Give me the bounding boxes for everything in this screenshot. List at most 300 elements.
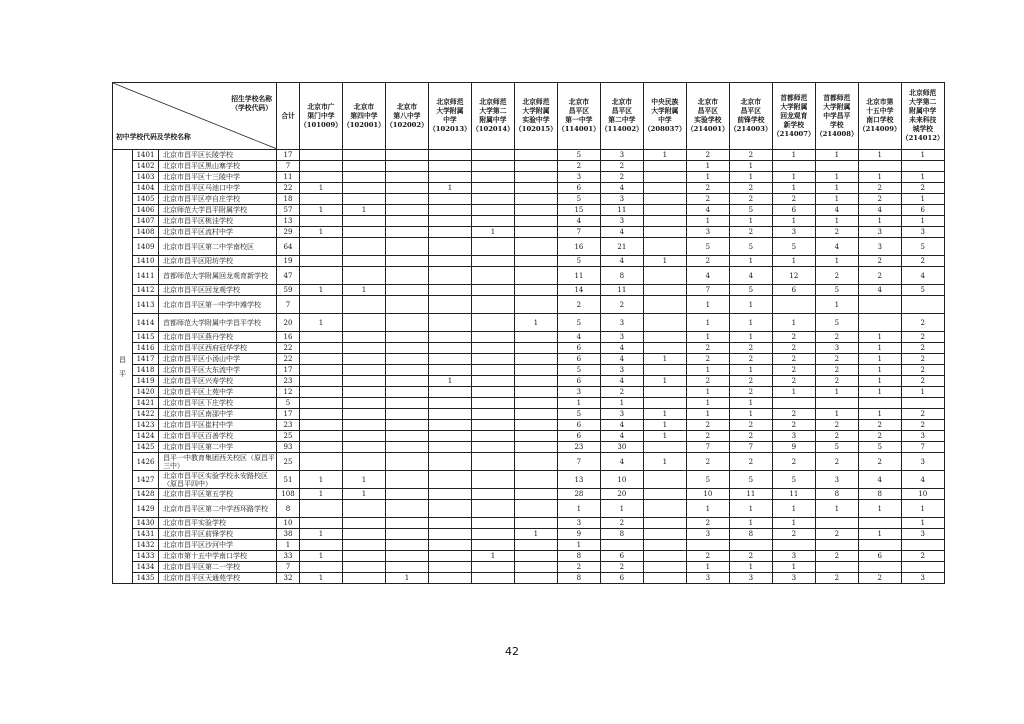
quota-cell xyxy=(342,409,385,420)
quota-cell: 1 xyxy=(686,398,729,409)
quota-cell xyxy=(600,540,643,551)
school-header: 北京师范 大学附属 实验中学 （102015） xyxy=(514,83,557,150)
quota-cell: 2 xyxy=(557,161,600,172)
quota-cell: 2 xyxy=(600,172,643,183)
school-code-cell: 1416 xyxy=(133,343,159,354)
quota-cell: 3 xyxy=(600,150,643,161)
quota-cell: 3 xyxy=(600,194,643,205)
quota-cell: 2 xyxy=(858,256,901,267)
quota-cell: 10 xyxy=(901,489,944,500)
quota-cell: 4 xyxy=(600,256,643,267)
quota-cell: 3 xyxy=(557,172,600,183)
quota-cell: 1 xyxy=(729,562,772,573)
quota-cell: 1 xyxy=(729,365,772,376)
quota-cell xyxy=(514,562,557,573)
quota-cell: 1 xyxy=(815,256,858,267)
quota-cell: 4 xyxy=(901,267,944,285)
total-cell: 38 xyxy=(277,529,300,540)
table-row xyxy=(113,540,945,551)
quota-cell: 5 xyxy=(686,238,729,256)
quota-cell: 1 xyxy=(815,216,858,227)
quota-cell xyxy=(514,161,557,172)
total-cell: 25 xyxy=(277,453,300,471)
quota-cell xyxy=(342,332,385,343)
quota-cell xyxy=(643,387,686,398)
quota-cell xyxy=(342,256,385,267)
quota-cell xyxy=(385,540,428,551)
quota-cell: 5 xyxy=(729,285,772,296)
quota-cell xyxy=(514,172,557,183)
quota-cell: 1 xyxy=(643,453,686,471)
quota-cell: 2 xyxy=(901,343,944,354)
school-code-cell: 1407 xyxy=(133,216,159,227)
quota-cell: 2 xyxy=(600,161,643,172)
school-code-cell: 1411 xyxy=(133,267,159,285)
quota-cell: 1 xyxy=(901,387,944,398)
quota-cell: 1 xyxy=(643,409,686,420)
quota-cell: 3 xyxy=(557,387,600,398)
quota-cell: 2 xyxy=(901,183,944,194)
school-code-cell: 1421 xyxy=(133,398,159,409)
school-name-cell: 北京市昌平区南邵中学 xyxy=(159,409,277,420)
school-name-cell: 北京市昌平实验学校 xyxy=(159,518,277,529)
quota-cell: 6 xyxy=(901,205,944,216)
quota-cell: 2 xyxy=(600,387,643,398)
total-cell: 13 xyxy=(277,216,300,227)
table-header-row xyxy=(113,83,945,150)
total-cell: 17 xyxy=(277,365,300,376)
quota-cell xyxy=(514,376,557,387)
quota-cell xyxy=(514,267,557,285)
quota-cell xyxy=(385,296,428,314)
quota-cell xyxy=(858,314,901,332)
quota-cell: 1 xyxy=(901,216,944,227)
quota-cell xyxy=(643,183,686,194)
quota-cell: 5 xyxy=(772,238,815,256)
quota-cell: 2 xyxy=(858,267,901,285)
quota-cell xyxy=(300,354,343,365)
quota-cell: 4 xyxy=(600,227,643,238)
quota-cell: 2 xyxy=(686,551,729,562)
quota-cell: 5 xyxy=(772,471,815,489)
quota-cell: 4 xyxy=(600,183,643,194)
quota-cell xyxy=(428,529,471,540)
quota-cell xyxy=(514,387,557,398)
corner-header-bottom: 初中学校代码及学校名称 xyxy=(116,133,191,141)
quota-cell xyxy=(342,183,385,194)
quota-cell xyxy=(858,398,901,409)
quota-cell xyxy=(300,343,343,354)
quota-cell xyxy=(514,518,557,529)
quota-cell: 8 xyxy=(557,551,600,562)
quota-cell xyxy=(385,409,428,420)
school-header: 北京市 第八中学 （102002） xyxy=(385,83,428,150)
quota-cell xyxy=(514,398,557,409)
quota-cell xyxy=(471,518,514,529)
quota-cell: 5 xyxy=(557,409,600,420)
quota-cell: 1 xyxy=(686,562,729,573)
quota-cell: 3 xyxy=(729,573,772,584)
quota-cell: 4 xyxy=(729,267,772,285)
quota-cell xyxy=(300,442,343,453)
quota-cell: 2 xyxy=(686,431,729,442)
quota-cell: 11 xyxy=(557,267,600,285)
school-code-cell: 1402 xyxy=(133,161,159,172)
quota-cell: 2 xyxy=(686,183,729,194)
quota-cell xyxy=(342,314,385,332)
quota-cell: 1 xyxy=(815,172,858,183)
school-name-cell: 北京市昌平区燕丹学校 xyxy=(159,332,277,343)
school-name-cell: 昌平一中教育集团西关校区（原昌平三中） xyxy=(159,453,277,471)
quota-cell xyxy=(428,518,471,529)
quota-cell: 1 xyxy=(858,529,901,540)
quota-cell: 2 xyxy=(815,529,858,540)
school-code-cell: 1431 xyxy=(133,529,159,540)
quota-cell xyxy=(342,216,385,227)
quota-cell xyxy=(385,354,428,365)
school-header: 北京市 昌平区 第二中学 （114002） xyxy=(600,83,643,150)
quota-cell xyxy=(471,562,514,573)
school-name-cell: 首都师范大学附属回龙观育新学校 xyxy=(159,267,277,285)
quota-cell xyxy=(342,500,385,518)
quota-cell: 1 xyxy=(772,172,815,183)
quota-cell xyxy=(428,409,471,420)
quota-cell: 4 xyxy=(901,471,944,489)
table-row xyxy=(113,453,945,471)
quota-cell xyxy=(643,205,686,216)
quota-cell: 3 xyxy=(815,343,858,354)
quota-cell: 1 xyxy=(342,489,385,500)
quota-cell xyxy=(643,194,686,205)
quota-cell: 6 xyxy=(557,354,600,365)
school-name-cell: 首都师范大学附属中学昌平学校 xyxy=(159,314,277,332)
quota-cell: 2 xyxy=(772,332,815,343)
school-code-cell: 1408 xyxy=(133,227,159,238)
quota-cell xyxy=(300,161,343,172)
quota-cell: 9 xyxy=(557,529,600,540)
quota-cell: 1 xyxy=(858,500,901,518)
quota-cell xyxy=(772,161,815,172)
table-row xyxy=(113,551,945,562)
quota-cell: 4 xyxy=(815,238,858,256)
quota-cell: 1 xyxy=(471,227,514,238)
quota-cell xyxy=(471,376,514,387)
quota-cell: 6 xyxy=(557,431,600,442)
quota-cell: 2 xyxy=(901,376,944,387)
school-code-cell: 1410 xyxy=(133,256,159,267)
quota-cell: 2 xyxy=(772,194,815,205)
school-code-cell: 1417 xyxy=(133,354,159,365)
quota-cell: 6 xyxy=(772,285,815,296)
quota-cell: 10 xyxy=(600,471,643,489)
total-cell: 23 xyxy=(277,420,300,431)
quota-cell: 2 xyxy=(686,376,729,387)
quota-cell: 1 xyxy=(858,332,901,343)
school-header: 北京师范 大学附属 中学 （102013） xyxy=(428,83,471,150)
quota-cell xyxy=(901,540,944,551)
quota-cell: 23 xyxy=(557,442,600,453)
table-row xyxy=(113,194,945,205)
quota-cell xyxy=(471,216,514,227)
quota-cell: 2 xyxy=(686,518,729,529)
quota-cell: 1 xyxy=(557,398,600,409)
quota-cell: 3 xyxy=(901,431,944,442)
quota-cell: 1 xyxy=(772,562,815,573)
quota-cell xyxy=(815,562,858,573)
table-row xyxy=(113,172,945,183)
quota-cell xyxy=(471,471,514,489)
school-code-cell: 1435 xyxy=(133,573,159,584)
quota-cell xyxy=(815,518,858,529)
quota-cell: 7 xyxy=(686,442,729,453)
quota-cell: 2 xyxy=(686,343,729,354)
quota-cell xyxy=(342,172,385,183)
quota-cell: 3 xyxy=(686,573,729,584)
quota-cell: 2 xyxy=(901,409,944,420)
quota-cell: 1 xyxy=(729,518,772,529)
school-name-cell: 北京师范大学昌平附属学校 xyxy=(159,205,277,216)
quota-cell: 1 xyxy=(815,183,858,194)
school-name-cell: 北京市昌平区大东流中学 xyxy=(159,365,277,376)
quota-cell xyxy=(342,376,385,387)
quota-cell: 11 xyxy=(772,489,815,500)
quota-cell: 2 xyxy=(729,343,772,354)
quota-cell xyxy=(385,314,428,332)
quota-cell xyxy=(643,227,686,238)
quota-cell xyxy=(428,442,471,453)
quota-cell: 2 xyxy=(815,376,858,387)
quota-cell: 2 xyxy=(729,551,772,562)
quota-cell: 1 xyxy=(729,256,772,267)
quota-cell: 3 xyxy=(686,529,729,540)
quota-cell: 2 xyxy=(815,267,858,285)
quota-cell: 2 xyxy=(772,365,815,376)
quota-cell: 11 xyxy=(600,205,643,216)
quota-cell xyxy=(428,471,471,489)
quota-cell: 1 xyxy=(300,285,343,296)
total-cell: 108 xyxy=(277,489,300,500)
quota-cell xyxy=(514,471,557,489)
school-name-cell: 北京市昌平区桃洼学校 xyxy=(159,216,277,227)
quota-cell xyxy=(300,150,343,161)
quota-cell: 1 xyxy=(557,540,600,551)
quota-cell: 5 xyxy=(557,150,600,161)
quota-cell xyxy=(385,161,428,172)
quota-cell: 1 xyxy=(729,172,772,183)
quota-cell xyxy=(300,409,343,420)
quota-cell: 1 xyxy=(815,409,858,420)
quota-cell xyxy=(471,453,514,471)
quota-cell: 11 xyxy=(600,285,643,296)
quota-cell: 3 xyxy=(686,227,729,238)
table-row xyxy=(113,285,945,296)
quota-cell: 8 xyxy=(858,489,901,500)
school-code-cell: 1422 xyxy=(133,409,159,420)
quota-cell: 4 xyxy=(858,205,901,216)
quota-cell xyxy=(428,150,471,161)
quota-cell: 1 xyxy=(858,150,901,161)
quota-cell xyxy=(342,529,385,540)
quota-cell xyxy=(428,205,471,216)
quota-cell xyxy=(385,518,428,529)
quota-cell: 1 xyxy=(772,183,815,194)
quota-cell xyxy=(428,267,471,285)
quota-cell xyxy=(385,365,428,376)
quota-cell xyxy=(643,314,686,332)
quota-cell: 1 xyxy=(686,161,729,172)
school-name-cell: 北京市昌平区回龙观学校 xyxy=(159,285,277,296)
quota-cell: 1 xyxy=(729,500,772,518)
quota-cell xyxy=(342,442,385,453)
quota-cell: 7 xyxy=(729,442,772,453)
quota-cell: 5 xyxy=(729,471,772,489)
school-header: 首都师范 大学附属 中学昌平 学校 （214008） xyxy=(815,83,858,150)
quota-cell: 30 xyxy=(600,442,643,453)
total-cell: 8 xyxy=(277,500,300,518)
quota-cell xyxy=(901,161,944,172)
table-row xyxy=(113,562,945,573)
quota-cell xyxy=(342,161,385,172)
school-name-cell: 北京市昌平区亭自庄学校 xyxy=(159,194,277,205)
school-code-cell: 1420 xyxy=(133,387,159,398)
quota-cell xyxy=(300,387,343,398)
quota-cell xyxy=(858,518,901,529)
quota-cell: 4 xyxy=(600,420,643,431)
quota-cell: 1 xyxy=(858,409,901,420)
quota-cell: 4 xyxy=(600,343,643,354)
quota-cell xyxy=(901,398,944,409)
quota-cell: 11 xyxy=(729,489,772,500)
quota-cell: 5 xyxy=(557,314,600,332)
quota-cell: 16 xyxy=(557,238,600,256)
quota-cell: 3 xyxy=(901,529,944,540)
school-code-cell: 1432 xyxy=(133,540,159,551)
quota-cell: 2 xyxy=(858,431,901,442)
school-code-cell: 1428 xyxy=(133,489,159,500)
school-code-cell: 1427 xyxy=(133,471,159,489)
corner-top-line2: （学校代码） xyxy=(231,104,272,112)
quota-cell: 3 xyxy=(901,227,944,238)
quota-cell xyxy=(901,562,944,573)
quota-cell xyxy=(300,267,343,285)
quota-cell xyxy=(385,332,428,343)
quota-cell xyxy=(342,398,385,409)
quota-cell: 2 xyxy=(686,354,729,365)
quota-cell xyxy=(514,500,557,518)
quota-cell xyxy=(514,409,557,420)
table-row xyxy=(113,238,945,256)
total-cell: 7 xyxy=(277,296,300,314)
quota-cell: 2 xyxy=(772,376,815,387)
quota-cell xyxy=(643,500,686,518)
quota-cell xyxy=(514,420,557,431)
table-row xyxy=(113,314,945,332)
quota-cell: 6 xyxy=(557,343,600,354)
quota-cell xyxy=(514,194,557,205)
quota-cell: 1 xyxy=(300,529,343,540)
quota-cell xyxy=(471,194,514,205)
quota-cell: 2 xyxy=(772,420,815,431)
quota-cell xyxy=(858,161,901,172)
quota-cell: 2 xyxy=(858,420,901,431)
quota-cell xyxy=(471,365,514,376)
quota-cell: 3 xyxy=(772,227,815,238)
corner-top-line1: 招生学校名称 xyxy=(231,95,272,103)
quota-cell: 1 xyxy=(300,551,343,562)
school-code-cell: 1424 xyxy=(133,431,159,442)
quota-cell: 2 xyxy=(772,343,815,354)
quota-cell xyxy=(385,387,428,398)
quota-cell xyxy=(300,256,343,267)
quota-cell: 2 xyxy=(686,150,729,161)
quota-cell xyxy=(428,332,471,343)
quota-cell xyxy=(471,296,514,314)
quota-cell xyxy=(385,343,428,354)
table-row xyxy=(113,376,945,387)
quota-cell: 1 xyxy=(428,183,471,194)
quota-cell: 6 xyxy=(858,551,901,562)
quota-cell: 1 xyxy=(643,431,686,442)
quota-cell xyxy=(514,489,557,500)
total-cell: 7 xyxy=(277,562,300,573)
quota-cell: 2 xyxy=(815,227,858,238)
quota-cell: 1 xyxy=(686,500,729,518)
quota-cell xyxy=(471,161,514,172)
school-header: 北京市 昌平区 实验学校 （214001） xyxy=(686,83,729,150)
table-row xyxy=(113,489,945,500)
school-name-cell: 北京市昌平区小汤山中学 xyxy=(159,354,277,365)
quota-cell: 5 xyxy=(686,471,729,489)
quota-cell xyxy=(428,540,471,551)
quota-cell: 3 xyxy=(858,238,901,256)
quota-cell: 2 xyxy=(557,296,600,314)
quota-cell xyxy=(342,573,385,584)
quota-cell xyxy=(428,500,471,518)
quota-cell xyxy=(514,205,557,216)
quota-cell xyxy=(815,398,858,409)
quota-cell xyxy=(300,453,343,471)
quota-cell: 8 xyxy=(600,529,643,540)
quota-cell xyxy=(643,332,686,343)
quota-cell xyxy=(514,354,557,365)
total-cell: 93 xyxy=(277,442,300,453)
school-name-cell: 北京市昌平区十三陵中学 xyxy=(159,172,277,183)
quota-cell: 1 xyxy=(729,161,772,172)
corner-header-cell xyxy=(113,83,277,150)
quota-cell: 1 xyxy=(342,471,385,489)
quota-cell: 2 xyxy=(901,551,944,562)
quota-cell: 4 xyxy=(600,431,643,442)
quota-cell xyxy=(300,365,343,376)
quota-cell: 5 xyxy=(729,205,772,216)
quota-cell xyxy=(643,442,686,453)
quota-cell xyxy=(471,387,514,398)
quota-cell: 1 xyxy=(600,398,643,409)
school-name-cell: 北京市第十五中学南口学校 xyxy=(159,551,277,562)
quota-cell xyxy=(514,365,557,376)
quota-cell: 9 xyxy=(772,442,815,453)
quota-cell xyxy=(471,500,514,518)
quota-cell xyxy=(385,376,428,387)
quota-cell: 2 xyxy=(600,562,643,573)
quota-cell xyxy=(428,216,471,227)
school-code-cell: 1425 xyxy=(133,442,159,453)
total-cell: 25 xyxy=(277,431,300,442)
quota-cell: 20 xyxy=(600,489,643,500)
school-header: 北京师范 大学第二 附属中学 未来科技 城学校 （214012） xyxy=(901,83,944,150)
quota-cell xyxy=(643,529,686,540)
quota-cell xyxy=(342,267,385,285)
